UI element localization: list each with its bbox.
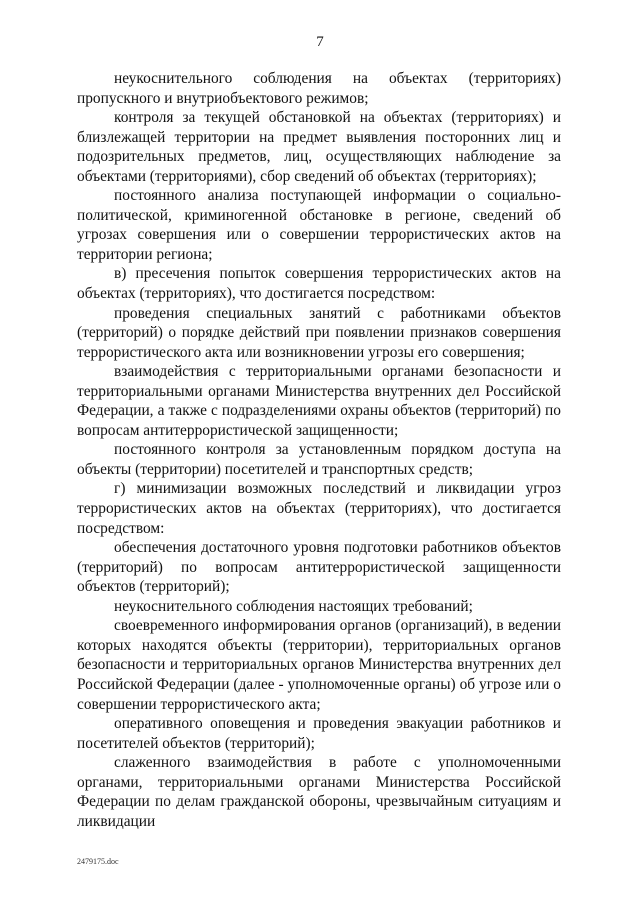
paragraph: обеспечения достаточного уровня подготовки работников объектов (территорий) по вопросам антитеррористической защищенности объектов (территорий); — [77, 539, 561, 596]
document-body — [77, 69, 561, 831]
paragraph: неукоснительного соблюдения настоящих требований; — [114, 597, 473, 615]
paragraph: взаимодействия с территориальными органами безопасности и территориальными органами Министерства внутренних дел Российской Федерации, а также с подразделениями охраны объектов (территорий) по вопросам антитеррористической защищенности; — [77, 363, 561, 439]
paragraph: проведения специальных занятий с работниками объектов (территорий) о порядке действий при появлении признаков совершения террористического акта или возникновении угрозы его совершения; — [77, 304, 561, 361]
page-number: 7 — [316, 34, 324, 50]
paragraph: своевременного информирования органов (организаций), в ведении которых находятся объекты (территории), территориальных органов безопасности и территориальных органов Министерства внутренних дел Российской Федерации (далее - уполномоченные органы) об угрозе или о совершении террористического акта; — [77, 617, 561, 713]
paragraph: контроля за текущей обстановкой на объектах (территориях) и близлежащей территории на предмет выявления посторонних лиц и подозрительных предметов, лиц, осуществляющих наблюдение за объектами (территориями), сбор сведений об объектах (территориях); — [77, 109, 561, 185]
paragraph: оперативного оповещения и проведения эвакуации работников и посетителей объектов (территорий); — [77, 715, 561, 752]
paragraph: постоянного анализа поступающей информации о социально-политической, криминогенной обстановке в регионе, сведений об угрозах совершения или о совершении террористических актов на территории региона; — [77, 187, 561, 263]
paragraph: постоянного контроля за установленным порядком доступа на объекты (территории) посетителей и транспортных средств; — [77, 441, 561, 478]
paragraph: неукоснительного соблюдения на объектах (территориях) пропускного и внутриобъектового режимов; — [77, 70, 561, 107]
paragraph: в) пресечения попыток совершения террористических актов на объектах (территориях), что достигается посредством: — [77, 265, 561, 303]
paragraph: слаженного взаимодействия в работе с уполномоченными органами, территориальными органами Министерства Российской Федерации по делам гражданской обороны, чрезвычайным ситуациям и ликвидации — [77, 754, 561, 830]
paragraph: г) минимизации возможных последствий и ликвидации угроз террористических актов на объектах (территориях), что достигается посредством: — [77, 480, 561, 537]
file-name-footer: 2479175.doc — [77, 857, 119, 866]
